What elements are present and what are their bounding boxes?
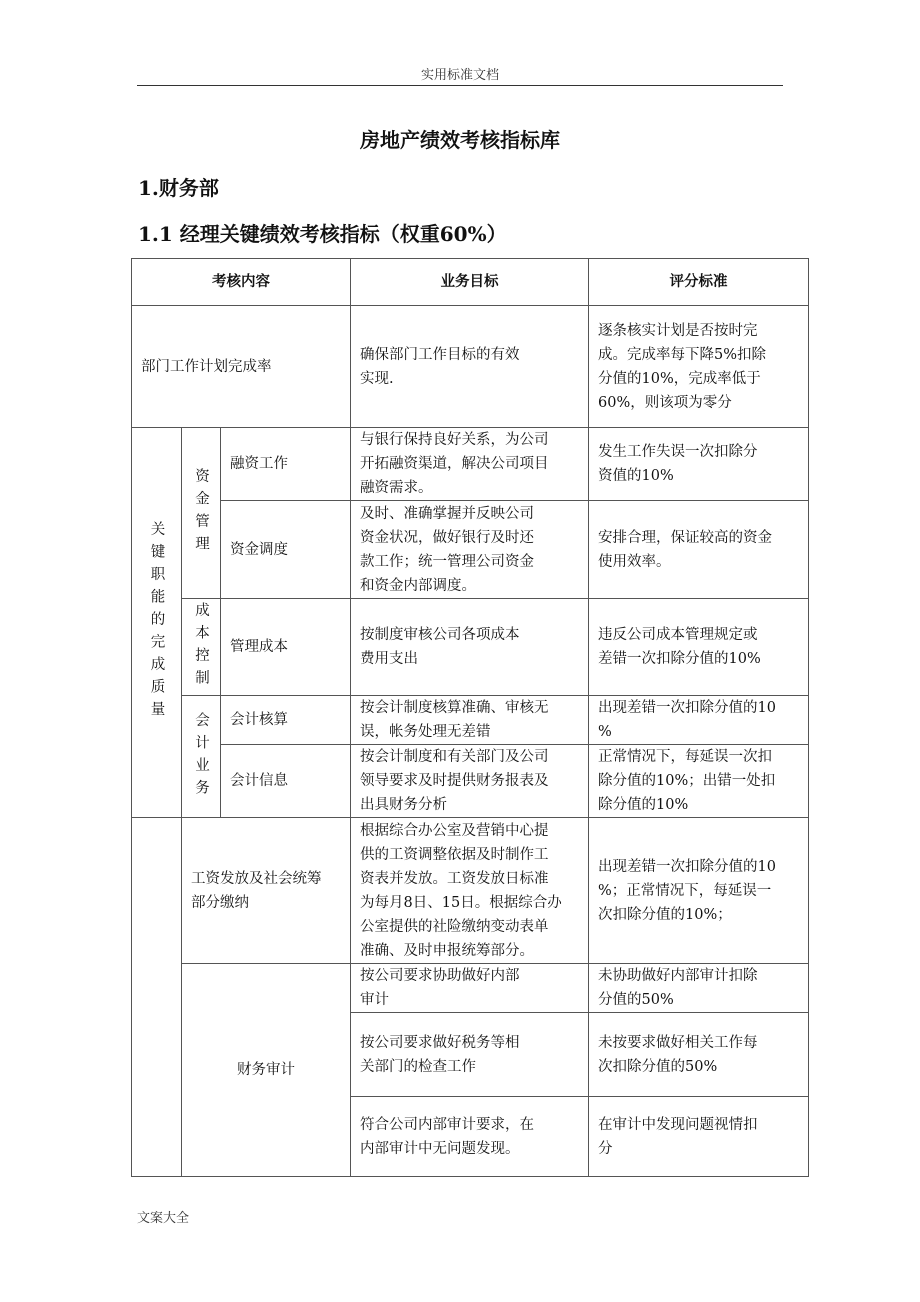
- goal-cell: 与银行保持良好关系，为公司 开拓融资渠道，解决公司项目 融资需求。: [351, 428, 589, 501]
- goal-cell: 及时、准确掌握并反映公司 资金状况，做好银行及时还 款工作；统一管理公司资金 和资金内部调度。: [351, 501, 589, 599]
- subgroup-cell: [182, 428, 221, 599]
- table-row: [132, 306, 809, 428]
- score-cell: 未按要求做好相关工作每 次扣除分值的50%: [589, 1013, 809, 1097]
- goal-cell: 根据综合办公室及营销中心提 供的工资调整依据及时制作工 资表并发放。工资发放日标准 为每月8日、15日。根据综合办 公室提供的社险缴纳变动表单 准确、及时申报统筹部分。: [351, 818, 589, 964]
- table-row: [132, 745, 809, 818]
- score-cell: 未协助做好内部审计扣除 分值的50%: [589, 964, 809, 1013]
- section-heading: 1.财务部: [138, 176, 219, 200]
- subgroup-label: 成本控制: [193, 602, 209, 692]
- item-cell: 部门工作计划完成率: [132, 306, 351, 428]
- goal-cell: 符合公司内部审计要求，在 内部审计中无问题发现。: [351, 1097, 589, 1177]
- score-cell: 在审计中发现问题视情扣 分: [589, 1097, 809, 1177]
- item-cell: 工资发放及社会统筹 部分缴纳: [182, 818, 351, 964]
- header-goal: 业务目标: [351, 259, 589, 306]
- table-row: [132, 501, 809, 599]
- subsection-heading: 1.1 经理关键绩效考核指标（权重60%）: [138, 222, 507, 246]
- header-divider: [137, 85, 783, 86]
- table-row: [132, 599, 809, 696]
- table-header-row: [132, 259, 809, 306]
- goal-cell: 确保部门工作目标的有效 实现.: [351, 306, 589, 428]
- subgroup-label: 会计业务: [193, 711, 209, 802]
- score-cell: 违反公司成本管理规定或 差错一次扣除分值的10%: [589, 599, 809, 696]
- score-cell: 发生工作失误一次扣除分 资值的10%: [589, 428, 809, 501]
- page-footer: 文案大全: [137, 1211, 190, 1226]
- item-cell: 管理成本: [221, 599, 351, 696]
- goal-cell: 按会计制度和有关部门及公司 领导要求及时提供财务报表及 出具财务分析: [351, 745, 589, 818]
- kpi-table: [131, 258, 809, 1177]
- document-title: 房地产绩效考核指标库: [360, 128, 560, 152]
- page-header: 实用标准文档: [420, 68, 499, 83]
- group-cell: [132, 428, 182, 818]
- subgroup-label: 资金管理: [193, 468, 209, 558]
- group-label: 关键职能的完成质量: [148, 521, 165, 724]
- header-score: 评分标准: [589, 259, 809, 306]
- table-row: [132, 818, 809, 964]
- score-cell: 正常情况下，每延误一次扣 除分值的10%；出错一处扣 除分值的10%: [589, 745, 809, 818]
- header-content: 考核内容: [132, 259, 351, 306]
- item-cell: 财务审计: [182, 964, 351, 1177]
- goal-cell: 按公司要求协助做好内部 审计: [351, 964, 589, 1013]
- goal-cell: 按制度审核公司各项成本 费用支出: [351, 599, 589, 696]
- item-cell: 资金调度: [221, 501, 351, 599]
- goal-cell: 按公司要求做好税务等相 关部门的检查工作: [351, 1013, 589, 1097]
- table-row: [132, 428, 809, 501]
- score-cell: 逐条核实计划是否按时完 成。完成率每下降5%扣除 分值的10%，完成率低于 60%，则该项为零分: [589, 306, 809, 428]
- table-row: [132, 696, 809, 745]
- goal-cell: 按会计制度核算准确、审核无 误，帐务处理无差错: [351, 696, 589, 745]
- subgroup-cell: [182, 696, 221, 818]
- score-cell: 出现差错一次扣除分值的10 %: [589, 696, 809, 745]
- table-row: [132, 964, 809, 1013]
- item-cell: 会计信息: [221, 745, 351, 818]
- subgroup-cell: [182, 599, 221, 696]
- item-cell: 融资工作: [221, 428, 351, 501]
- empty-group-cell: [132, 818, 182, 1177]
- score-cell: 安排合理，保证较高的资金 使用效率。: [589, 501, 809, 599]
- item-cell: 会计核算: [221, 696, 351, 745]
- score-cell: 出现差错一次扣除分值的10 %；正常情况下，每延误一 次扣除分值的10%；: [589, 818, 809, 964]
